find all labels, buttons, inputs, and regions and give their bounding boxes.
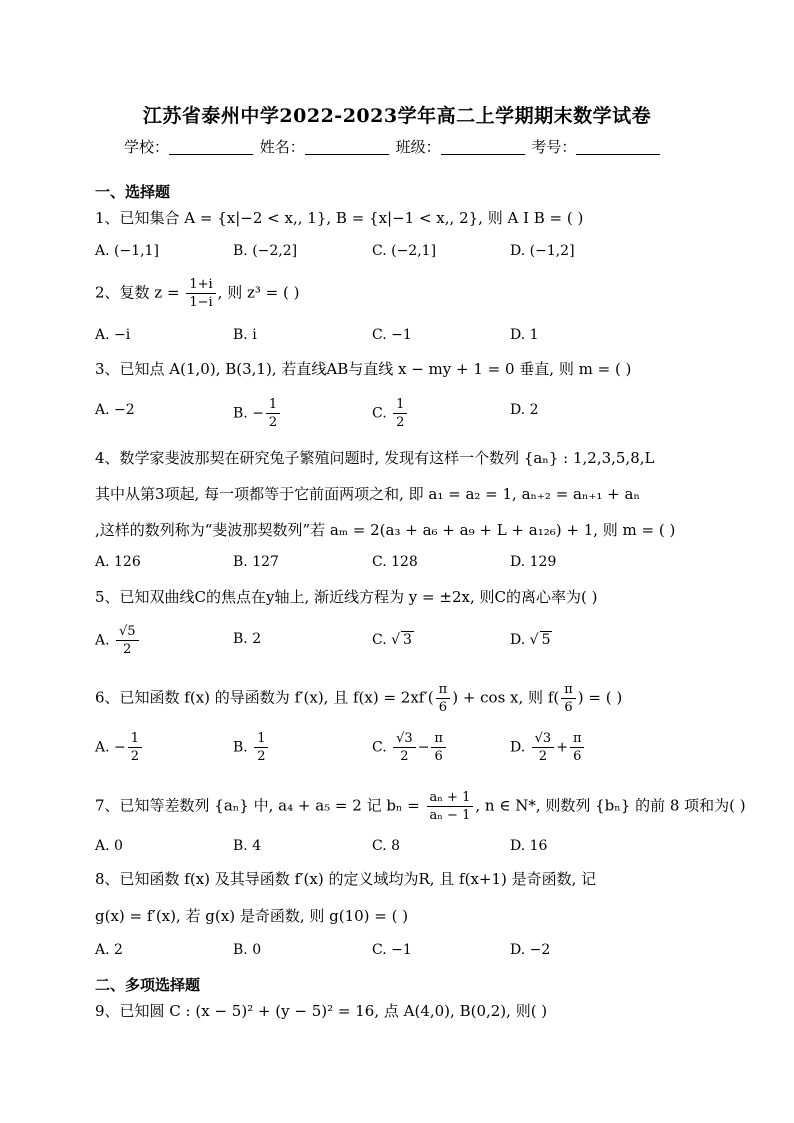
q1-option-c[interactable]: C. (−2,1] [372, 243, 437, 259]
question-8-line-2: g(x) = f′(x), 若 g(x) 是奇函数, 则 g(10) = ( ) [95, 907, 409, 925]
question-8-line-1: 8、已知函数 f(x) 及其导函数 f′(x) 的定义域均为R, 且 f(x+1) 是奇函数, 记 [95, 870, 597, 888]
q7-fraction-denominator: aₙ − 1 [429, 808, 471, 823]
q2-option-a[interactable]: A. −i [95, 327, 131, 343]
question-2-options [95, 327, 695, 357]
q7-option-d[interactable]: D. 16 [510, 838, 548, 854]
q6-d-plus: + [556, 739, 568, 756]
question-6: 6、已知函数 f(x) 的导函数为 f′(x), 且 f(x) = 2xf′( $\frac{\pi}{6}$ ) + cos x, 则 f( $\frac{\pi}{6}$ ) = ( ) [95, 682, 623, 715]
q5-d-radicand: 5 [541, 632, 551, 648]
q5-c-radicand: 3 [403, 632, 412, 648]
question-4-line-1: 4、数学家斐波那契在研究兔子繁殖问题时, 发现有这样一个数列 {aₙ} : 1,2,3,5,8,L [95, 449, 655, 467]
q7-fraction-numerator: aₙ + 1 [427, 789, 474, 807]
q6-c-fraction-1 [393, 730, 416, 765]
question-2 [95, 276, 299, 311]
q3-option-d[interactable]: D. 2 [510, 402, 539, 418]
q6-option-d[interactable] [510, 730, 586, 765]
q6-d-den1: 2 [538, 749, 548, 764]
question-9: 9、已知圆 C : (x − 5)² + (y − 5)² = 16, 点 A(4,0), B(0,2), 则( ) [95, 1002, 548, 1020]
question-5-options [95, 623, 695, 657]
q6-f2-num: π [561, 681, 576, 699]
q6-c-den1: 2 [400, 749, 409, 764]
q6-d-num1: √3 [532, 730, 555, 748]
name-label: 姓名： [259, 138, 305, 156]
q2-text-end: , 则 z³ = ( ) [217, 283, 300, 302]
q6-c-minus: − [417, 739, 430, 756]
exam-number-label: 考号： [531, 138, 577, 156]
question-1-options [95, 243, 695, 273]
q2-option-c[interactable]: C. −1 [372, 327, 412, 343]
q2-text-start: 2、复数 z = [95, 283, 185, 302]
q5-option-c[interactable]: C. √ 3 [372, 632, 412, 648]
q6-option-c[interactable] [372, 730, 448, 765]
q5-option-c-label: C. [372, 632, 392, 648]
q7-option-b[interactable]: B. 4 [233, 838, 262, 854]
question-5: 5、已知双曲线C的焦点在y轴上, 渐近线方程为 y = ±2x, 则C的离心率为( ) [95, 588, 598, 606]
question-3-options [95, 396, 695, 430]
exam-number-blank[interactable] [576, 140, 660, 155]
class-label: 班级： [395, 138, 441, 156]
q6-c-den2: 6 [434, 749, 443, 764]
q2-option-b[interactable]: B. i [233, 327, 257, 343]
q2-fraction-denominator: 1−i [189, 295, 213, 310]
student-info-line [124, 136, 662, 157]
q3-option-c-label: C. [372, 405, 392, 422]
question-6-options [95, 730, 695, 764]
q3-option-c-fraction [393, 396, 407, 431]
question-4-line-3: ,这样的数列称为“斐波那契数列”若 aₘ = 2(a₃ + a₆ + a₉ + L + a₁₂₆) + 1, 则 m = ( ) [95, 521, 676, 539]
q6-b-num: 1 [254, 730, 268, 748]
q6-c-fraction-2 [431, 730, 446, 765]
q1-option-d[interactable]: D. (−1,2] [510, 243, 575, 259]
q3-option-a[interactable]: A. −2 [95, 402, 135, 418]
q6-d-fraction-1 [532, 730, 555, 765]
q6-option-b[interactable] [233, 730, 270, 765]
q5-option-b[interactable]: B. 2 [233, 631, 262, 647]
q6-text-middle: + cos x, 则 f [458, 688, 554, 707]
q4-option-a[interactable]: A. 126 [95, 554, 141, 570]
q8-option-c[interactable]: C. −1 [372, 942, 412, 958]
q1-option-b[interactable]: B. (−2,2] [233, 243, 298, 259]
q3-option-b-fraction [266, 396, 280, 431]
q6-d-den2: 6 [573, 749, 582, 764]
question-4-line-2: 其中从第3项起, 每一项都等于它前面两项之和, 即 a₁ = a₂ = 1, aₙ₊₂ = aₙ₊₁ + aₙ [95, 485, 640, 503]
question-7 [95, 789, 746, 824]
q3-option-b[interactable] [233, 396, 282, 431]
section-heading-single-choice: 一、选择题 [95, 183, 171, 201]
q4-option-c[interactable]: C. 128 [372, 554, 418, 570]
q6-a-label: A. − [95, 739, 126, 756]
q5-option-d-label: D. [510, 632, 530, 648]
q5-option-a-fraction [116, 623, 139, 658]
q8-option-d[interactable]: D. −2 [510, 942, 551, 958]
q2-fraction-numerator: 1+i [186, 276, 215, 294]
question-7-options [95, 838, 695, 868]
q7-text-start: 7、已知等差数列 {aₙ} 中, a₄ + a₅ = 2 记 bₙ = [95, 796, 425, 815]
q6-b-label: B. [233, 739, 253, 756]
q2-option-d[interactable]: D. 1 [510, 327, 539, 343]
q6-option-a[interactable] [95, 730, 144, 765]
q3-b-den: 2 [268, 415, 278, 430]
q8-option-a[interactable]: A. 2 [95, 942, 123, 958]
q6-d-num2: π [570, 730, 585, 748]
q3-c-den: 2 [396, 415, 405, 430]
q6-a-fraction [128, 730, 142, 765]
q6-f1-den: 6 [438, 700, 448, 715]
q6-d-label: D. [510, 739, 530, 756]
q1-option-a[interactable]: A. (−1,1] [95, 243, 159, 259]
q6-b-fraction [254, 730, 268, 765]
section-heading-multiple-choice: 二、多项选择题 [95, 976, 201, 994]
school-blank[interactable] [169, 140, 253, 155]
q3-option-b-label: B. − [233, 405, 264, 422]
q6-a-num: 1 [128, 730, 142, 748]
q3-b-num: 1 [266, 396, 280, 414]
q3-c-num: 1 [393, 396, 407, 414]
q6-fraction-2 [561, 681, 576, 716]
question-3: 3、已知点 A(1,0), B(3,1), 若直线AB与直线 x − my + 1 = 0 垂直, 则 m = ( ) [95, 360, 632, 378]
q6-fraction-1 [436, 681, 451, 716]
q7-option-c[interactable]: C. 8 [372, 838, 401, 854]
class-blank[interactable] [441, 140, 525, 155]
q8-option-b[interactable]: B. 0 [233, 942, 262, 958]
question-4-options [95, 554, 695, 584]
q4-option-d[interactable]: D. 129 [510, 554, 557, 570]
q6-text-start: 6、已知函数 f(x) 的导函数为 f′(x), 且 f(x) = 2xf′ [95, 688, 428, 707]
question-1: 1、已知集合 A = {x|−2 < x,, 1}, B = {x|−1 < x,, 2}, 则 A I B = ( ) [95, 209, 584, 227]
q6-text-end: = ( ) [583, 688, 623, 707]
name-blank[interactable] [305, 140, 389, 155]
q5-option-a[interactable] [95, 623, 141, 658]
school-label: 学校： [124, 138, 170, 156]
q6-c-num1: √3 [393, 730, 416, 748]
q5-a-den: 2 [123, 642, 132, 657]
q7-fraction [427, 789, 474, 824]
q5-option-d[interactable]: D. √ 5 [510, 632, 551, 648]
q6-c-num2: π [431, 730, 446, 748]
q5-a-num: √5 [116, 623, 139, 641]
q4-option-b[interactable]: B. 127 [233, 554, 279, 570]
q3-option-c[interactable] [372, 396, 409, 431]
q6-f2-den: 6 [564, 700, 573, 715]
q6-f1-num: π [436, 681, 451, 699]
q6-a-den: 2 [130, 749, 140, 764]
q6-b-den: 2 [257, 749, 266, 764]
q5-option-a-label: A. [95, 632, 115, 649]
question-8-options [95, 942, 695, 972]
page-title: 江苏省泰州中学2022-2023学年高二上学期期末数学试卷 [142, 105, 652, 127]
q6-d-fraction-2 [570, 730, 585, 765]
q7-text-end: , n ∈ N*, 则数列 {bₙ} 的前 8 项和为( ) [475, 796, 746, 815]
q7-option-a[interactable]: A. 0 [95, 838, 123, 854]
q2-fraction [186, 276, 215, 311]
q6-c-label: C. [372, 739, 392, 756]
